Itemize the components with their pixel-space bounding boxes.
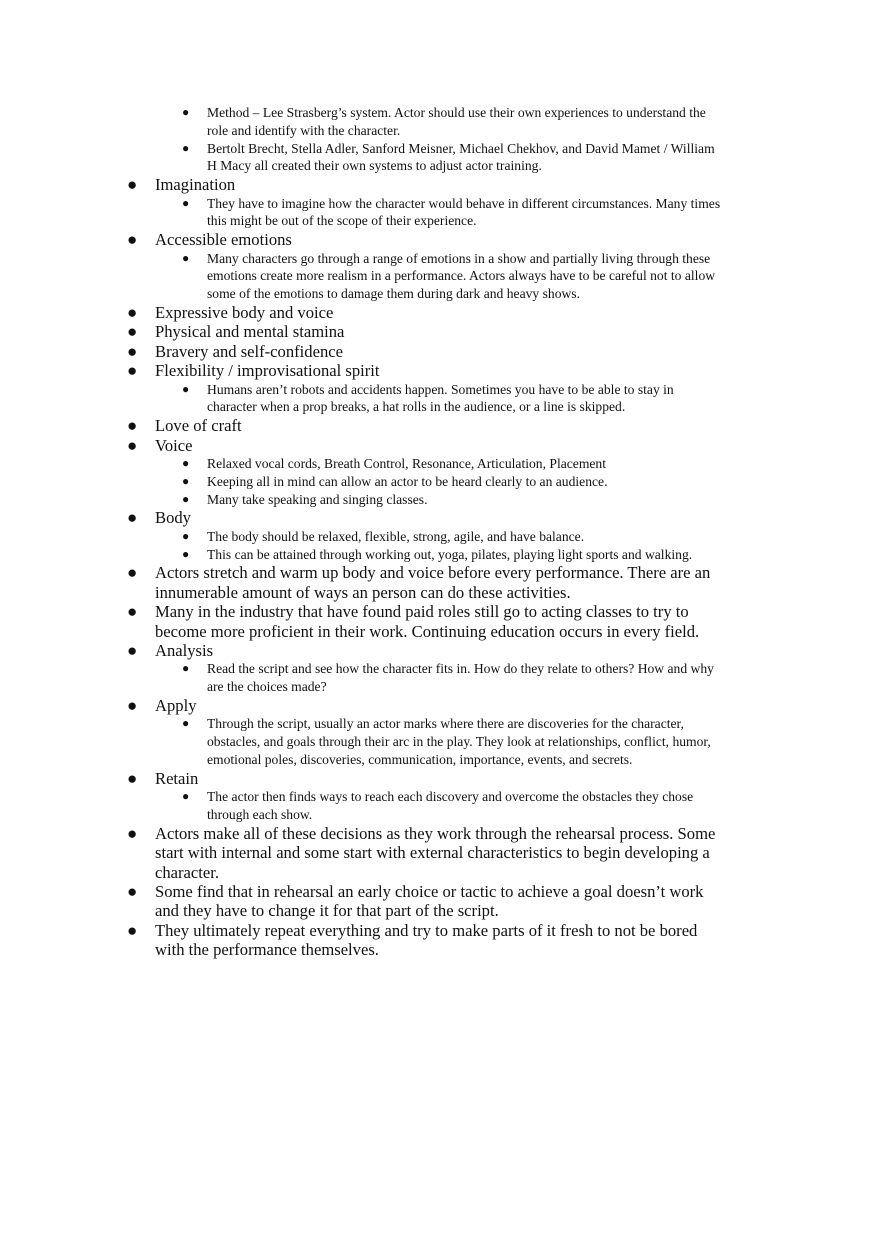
bullet-icon: ● [182,546,190,561]
bullet-icon: ● [127,435,138,455]
bullet-icon: ● [127,416,138,436]
bullet-icon: ● [182,491,190,506]
bullet-icon: ● [127,602,138,622]
list-item-text: Some find that in rehearsal an early choice or tactic to achieve a goal doesn’t work and they have to change it for that part of the script. [155,882,704,921]
list-item [0,361,725,380]
sub-list-item-text: Method – Lee Strasberg’s system. Actor should use their own experiences to understand the role and identify with the character. [207,105,706,138]
bullet-icon: ● [127,823,138,843]
bullet-icon: ● [182,140,190,155]
sub-list-item-text: Through the script, usually an actor marks where there are discoveries for the character, obstacles, and goals through their arc in the play. They look at relationships, conflict, humor, emotional poles, discoveries, communication, importance, events, and secrets. [207,716,711,768]
list-item [0,769,725,788]
bullet-icon: ● [127,302,138,322]
sub-list-item [0,491,722,509]
list-item [0,303,725,322]
sub-list-item-text: Bertolt Brecht, Stella Adler, Sanford Meisner, Michael Chekhov, and David Mamet / William H Macy all created their own systems to adjust actor training. [207,140,715,174]
list-item-text: Body [155,508,191,528]
sub-list-item [0,140,722,176]
bullet-icon: ● [182,716,190,731]
list-item-text: Retain [155,768,199,788]
bullet-icon: ● [182,661,190,676]
list-item [0,436,725,455]
sub-list-item [0,250,722,303]
bullet-icon: ● [127,322,138,342]
bullet-icon: ● [127,882,138,902]
sub-list-item [0,715,722,768]
list-item-text: Physical and mental stamina [155,322,345,342]
sub-list-item [0,788,722,824]
sub-list-item-text: Keeping all in mind can allow an actor to be heard clearly to an audience. [207,473,608,489]
sub-list-item-text: This can be attained through working out, yoga, pilates, playing light sports and walking. [207,546,693,562]
bullet-icon: ● [127,175,138,195]
sub-list-item [0,381,722,417]
bullet-icon: ● [127,696,138,716]
list-item [0,508,725,527]
bullet-icon: ● [127,641,138,661]
list-item [0,824,725,882]
sub-list-item [0,528,722,546]
bullet-icon: ● [182,250,190,265]
bullet-icon: ● [182,105,190,119]
bullet-icon: ● [182,456,190,471]
bullet-icon: ● [127,230,138,250]
list-item-text: Accessible emotions [155,230,292,250]
list-item [0,602,725,641]
list-item-text: Expressive body and voice [155,302,334,322]
list-item-text: Actors make all of these decisions as they work through the rehearsal process. Some start with internal and some start with external characteristics to begin developing a character. [155,823,716,882]
sub-list-item [0,660,722,696]
list-item [0,175,725,194]
list-item [0,921,725,960]
list-item [0,322,725,341]
sub-list-item [0,455,722,473]
bullet-icon: ● [127,768,138,788]
bullet-icon: ● [182,195,190,210]
sub-list-item-text: The actor then finds ways to reach each discovery and overcome the obstacles they chose through each show. [207,789,694,823]
list-item-text: Voice [155,435,193,455]
list-item-text: Analysis [155,641,214,661]
bullet-icon: ● [182,789,190,804]
list-item-text: Actors stretch and warm up body and voice before every performance. There are an innumerable amount of ways an person can do these activities. [155,563,711,602]
list-item-text: Flexibility / improvisational spirit [155,361,380,381]
bullet-icon: ● [182,381,190,396]
sub-list-item-text: Many take speaking and singing classes. [207,491,428,507]
sub-list-item-text: They have to imagine how the character would behave in different circumstances. Many times this might be out of the scope of their experience. [207,195,721,229]
sub-list-item-text: Relaxed vocal cords, Breath Control, Resonance, Articulation, Placement [207,456,607,472]
sub-list-item-text: Humans aren’t robots and accidents happen. Sometimes you have to be able to stay in character when a prop breaks, a hat rolls in the audience, or a line is skipped. [207,381,674,415]
list-item [0,230,725,249]
sub-list-item-text: Many characters go through a range of emotions in a show and partially living through these emotions create more realism in a performance. Actors always have to be careful not to allow some of the emotions to damage them during dark and heavy shows. [207,250,716,302]
bullet-icon: ● [182,528,190,543]
bullet-list [0,104,880,960]
sub-list-item [0,546,722,564]
list-item [0,416,725,435]
sub-list-item-text: The body should be relaxed, flexible, strong, agile, and have balance. [207,528,585,544]
list-item [0,563,725,602]
sub-list-item [0,473,722,491]
list-item-text: Many in the industry that have found paid roles still go to acting classes to try to become more proficient in their work. Continuing education occurs in every field. [155,602,700,641]
list-item [0,696,725,715]
list-item-text: Love of craft [155,416,242,436]
list-item-text: Imagination [155,175,236,195]
bullet-icon: ● [127,361,138,381]
sub-list-item [0,104,722,140]
list-item [0,882,725,921]
list-item [0,641,725,660]
bullet-icon: ● [127,563,138,583]
sub-list-item-text: Read the script and see how the character fits in. How do they relate to others? How and why are the choices made? [207,661,714,695]
bullet-icon: ● [127,341,138,361]
list-item [0,342,725,361]
bullet-icon: ● [127,920,138,940]
bullet-icon: ● [182,473,190,488]
sub-list-item [0,195,722,231]
list-item-text: Apply [155,696,197,716]
bullet-icon: ● [127,508,138,528]
list-item-text: Bravery and self-confidence [155,341,343,361]
list-item-text: They ultimately repeat everything and try to make parts of it fresh to not be bored with the performance themselves. [155,920,698,960]
